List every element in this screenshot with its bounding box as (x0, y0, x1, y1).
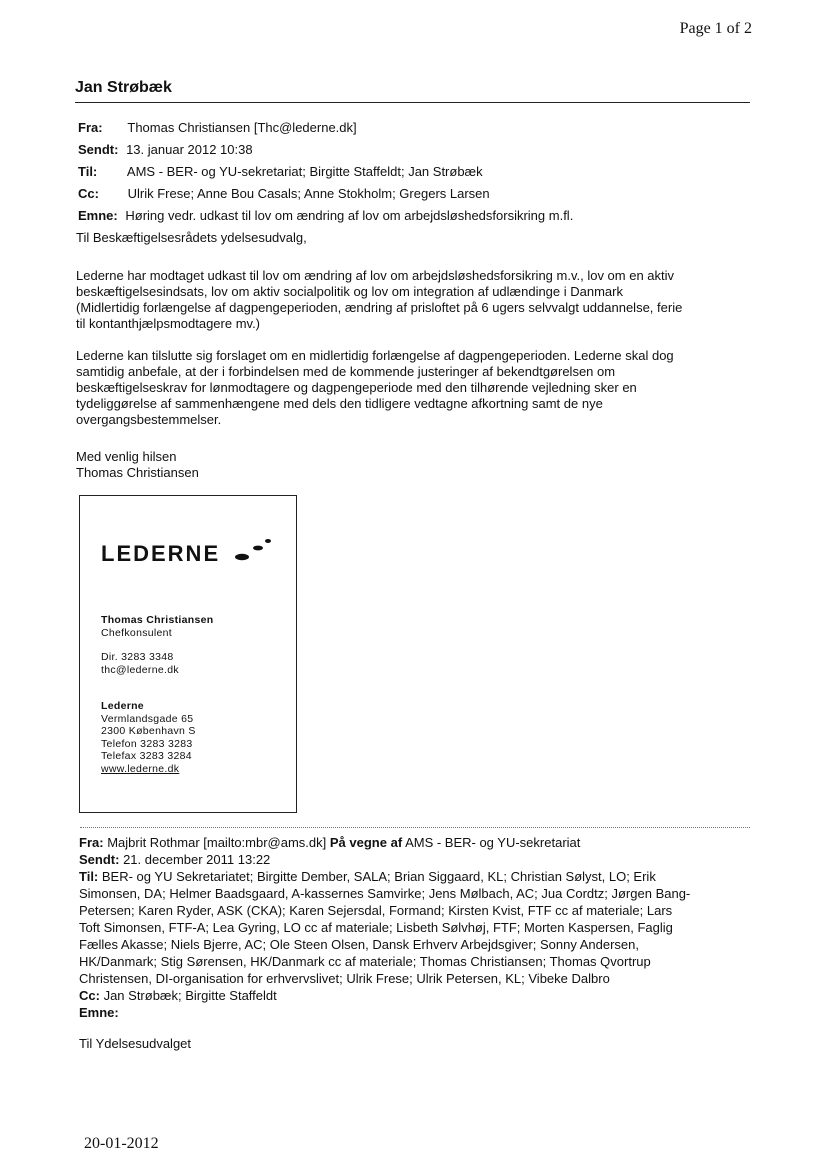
fwd-sent-label: Sendt: (79, 852, 120, 867)
signature-name: Thomas Christiansen (76, 465, 199, 480)
paragraph-2-line: tydeliggørelse af sammenhængene med dels den tidligere vedtagne afkortning samt de nye (76, 396, 603, 411)
signature-card (79, 495, 297, 813)
fwd-to-line: Christensen, DI-organisation for erhvervslivet; Ulrik Frese; Ulrik Petersen, KL; Vibeke Dalbro (79, 971, 610, 986)
subject-label: Emne: (78, 208, 118, 223)
fwd-subject-row (79, 1004, 759, 1021)
fwd-subject-label: Emne: (79, 1005, 119, 1020)
paragraph-1-line: (Midlertidig forlængelse af dagpengeperioden, ændring af prisloftet på 6 ugers selvvalgt uddannelse, ferie (76, 300, 683, 315)
cc-row (78, 183, 573, 205)
fwd-to-line: Simonsen, DA; Helmer Baadsgaard, A-kassernes Samvirke; Jens Mølbach, AC; Jua Cordtz; Jørgen Bang- (79, 886, 691, 901)
fwd-cc-label: Cc: (79, 988, 100, 1003)
forwarded-header (79, 834, 759, 1021)
fwd-cc-row (79, 987, 759, 1004)
card-city: 2300 København S (101, 725, 196, 737)
paragraph-2-line: beskæftigelseskrav for lønmodtagere og dagpengeperiode med den tilhørende vejledning sker en (76, 380, 637, 395)
card-phone: Telefon 3283 3283 (101, 737, 193, 750)
paragraph-1 (76, 268, 736, 332)
card-street: Vermlandsgade 65 (101, 712, 194, 725)
sent-value: 13. januar 2012 10:38 (126, 142, 253, 157)
lederne-logo: LEDERNE (101, 541, 221, 566)
sent-row (78, 139, 573, 161)
fwd-to-line: Toft Simonsen, FTF-A; Lea Gyring, LO cc af materiale; Lisbeth Sølvhøj, FTF; Morten Kaspersen, Faglig (79, 920, 673, 935)
card-email: thc@lederne.dk (101, 663, 179, 676)
fwd-from-value: Majbrit Rothmar [mailto:mbr@ams.dk] (107, 835, 327, 850)
footer-date: 20-01-2012 (84, 1135, 159, 1152)
closing: Med venlig hilsen (76, 449, 177, 464)
fwd-to-row (79, 868, 759, 885)
signoff (76, 449, 199, 481)
from-label: Fra: (78, 120, 103, 135)
fwd-sent-value: 21. december 2011 13:22 (123, 852, 271, 867)
card-details (101, 614, 213, 775)
forward-separator (80, 827, 750, 828)
subject-value: Høring vedr. udkast til lov om ændring af lov om arbejdsløshedsforsikring m.fl. (125, 208, 574, 223)
card-org: Lederne (101, 700, 144, 712)
paragraph-2-line: overgangsbestemmelser. (76, 412, 222, 427)
fwd-from-row (79, 834, 759, 851)
paragraph-1-line: beskæftigelsesindsats, lov om aktiv socialpolitik og lov om integration af udlændinge i Danmark (76, 284, 623, 299)
to-row (78, 161, 573, 183)
paragraph-2-line: Lederne kan tilslutte sig forslaget om en midlertidig forlængelse af dagpengeperioden. Lederne skal dog (76, 348, 674, 363)
header-divider (75, 102, 750, 103)
card-direct: Dir. 3283 3348 (101, 651, 174, 663)
fwd-to-label: Til: (79, 869, 99, 884)
fwd-to-line: HK/Danmark; Stig Sørensen, HK/Danmark cc af materiale; Thomas Christiansen; Thomas Qvortrup (79, 954, 651, 969)
greeting: Til Beskæftigelsesrådets ydelsesudvalg, (76, 230, 307, 245)
fwd-behalf-value: AMS - BER- og YU-sekretariat (405, 835, 581, 850)
to-value: AMS - BER- og YU-sekretariat; Birgitte Staffeldt; Jan Strøbæk (126, 164, 483, 179)
paragraph-1-line: til kontanthjælpsmodtagere mv.) (76, 316, 261, 331)
paragraph-2-line: samtidig anbefale, at der i forbindelsen med de kommende justeringer af bekendtgørelsen om (76, 364, 616, 379)
to-label: Til: (78, 164, 98, 179)
card-title: Chefkonsulent (101, 626, 173, 639)
fwd-behalf-label: På vegne af (329, 835, 403, 850)
subject-row (78, 205, 573, 227)
fwd-sent-row (79, 851, 759, 868)
page-number: Page 1 of 2 (679, 20, 752, 37)
cc-label: Cc: (78, 186, 99, 201)
mailbox-owner-name: Jan Strøbæk (75, 79, 172, 96)
paragraph-1-line: Lederne har modtaget udkast til lov om ændring af lov om arbejdsløshedsforsikring m.v., lov om en aktiv (76, 268, 675, 283)
cc-value: Ulrik Frese; Anne Bou Casals; Anne Stokholm; Gregers Larsen (127, 186, 490, 201)
from-row (78, 117, 573, 139)
fwd-to-line: BER- og YU Sekretariatet; Birgitte Dember, SALA; Brian Siggaard, KL; Christian Sølyst, LO; Erik (101, 869, 656, 884)
email-header (78, 117, 573, 227)
sent-label: Sendt: (78, 142, 119, 157)
from-value: Thomas Christiansen [Thc@lederne.dk] (127, 120, 357, 135)
fwd-greeting: Til Ydelsesudvalget (79, 1036, 192, 1051)
fwd-to-line: Petersen; Karen Ryder, ASK (CKA); Karen Sejersdal, Formand; Kirsten Kvist, FTF cc af materiale; Lars (79, 903, 673, 918)
card-fax: Telefax 3283 3284 (101, 750, 192, 762)
fwd-cc-value: Jan Strøbæk; Birgitte Staffeldt (103, 988, 277, 1003)
logo-dots-icon (232, 536, 272, 566)
card-name: Thomas Christiansen (101, 614, 214, 626)
card-website-link[interactable]: www.lederne.dk (101, 762, 180, 775)
fwd-from-label: Fra: (79, 835, 104, 850)
email-body (76, 230, 736, 444)
fwd-to-line: Fælles Akasse; Niels Bjerre, AC; Ole Steen Olsen, Dansk Erhverv Arbejdsgiver; Sonny Andersen, (79, 937, 639, 952)
paragraph-2 (76, 348, 736, 428)
